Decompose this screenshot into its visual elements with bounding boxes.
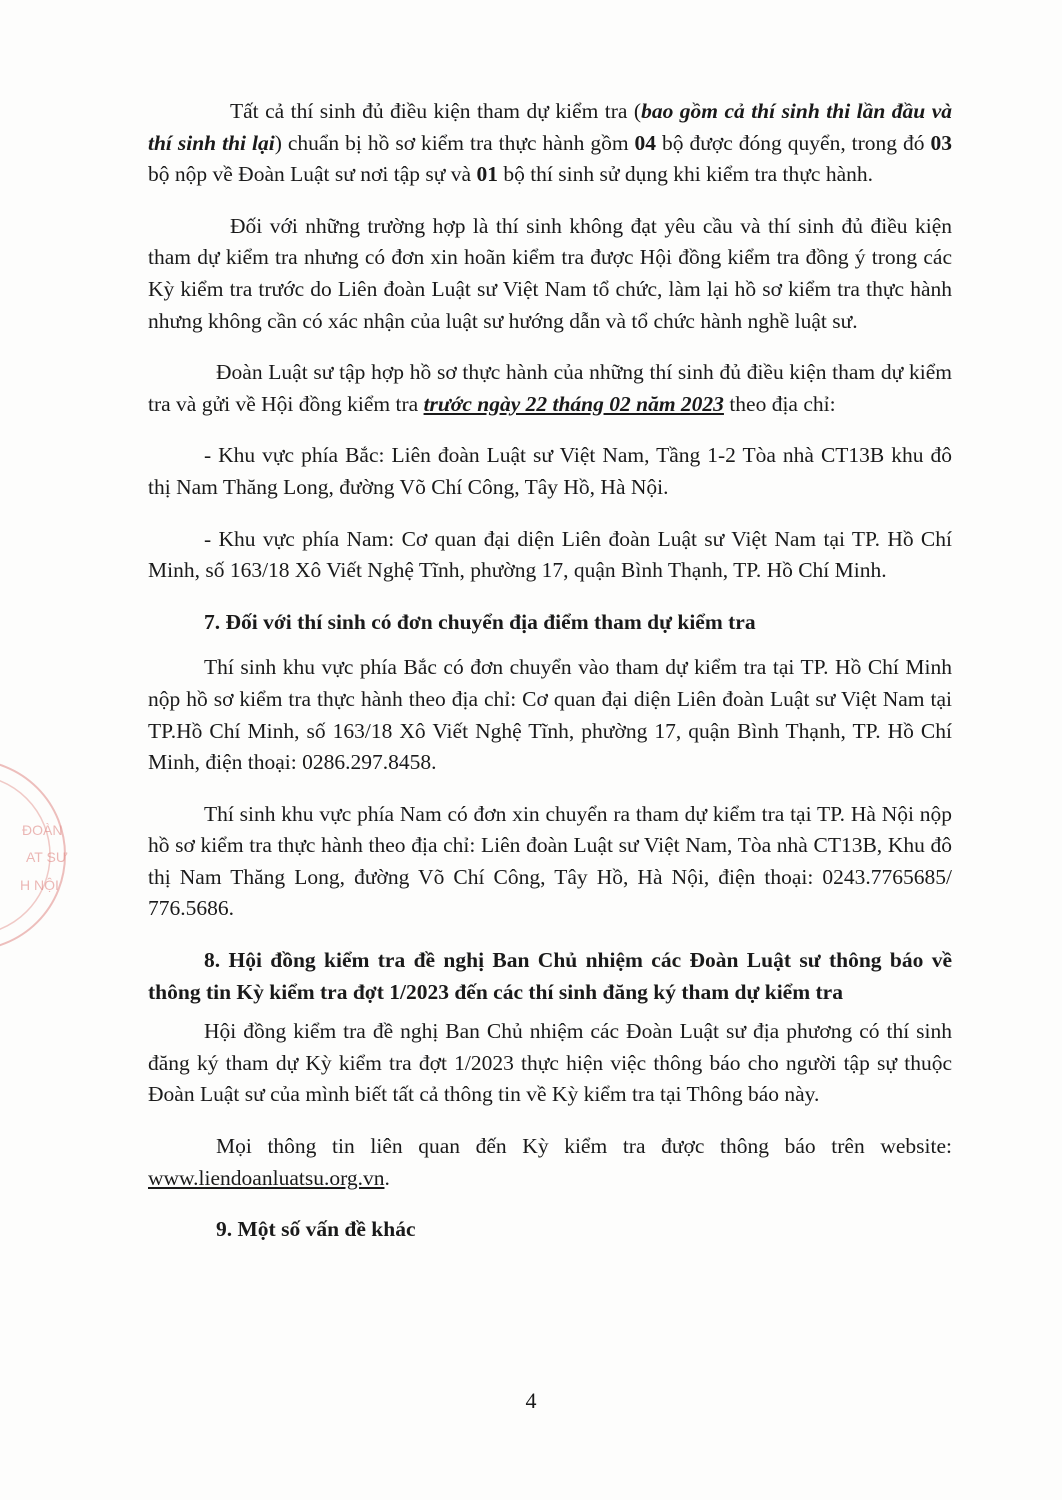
address-north: - Khu vực phía Bắc: Liên đoàn Luật sư Việt Nam, Tầng 1-2 Tòa nhà CT13B khu đô thị Nam Thăng Long, đường Võ Chí Công, Tây Hồ, Hà Nội. <box>148 443 952 499</box>
p1-count-03: 03 <box>930 130 953 155</box>
svg-text:ĐOÀN: ĐOÀN <box>22 822 63 838</box>
p1-text-7: bộ nộp về Đoàn Luật sư nơi tập sự và <box>148 162 477 187</box>
paragraph-south-transfer: Thí sinh khu vực phía Nam có đơn xin chuyển ra tham dự kiểm tra tại TP. Hà Nội nộp hồ sơ kiểm tra thực hành theo địa chỉ: Liên đoàn Luật sư Việt Nam, Tòa nhà CT13B, Khu đô thị Nam Thăng Long, đường Võ Chí Công, Tây Hồ, Hà Nội, điện thoại: 0243.7765685/ 776.5686. <box>148 801 952 921</box>
p9-text-1: Mọi thông tin liên quan đến Kỳ kiểm tra được thông báo trên website: <box>216 1134 952 1159</box>
paragraph-north-transfer: Thí sinh khu vực phía Bắc có đơn chuyển vào tham dự kiểm tra tại TP. Hồ Chí Minh nộp hồ sơ kiểm tra thực hành theo địa chỉ: Cơ quan đại diện Liên đoàn Luật sư Việt Nam tại TP.Hồ Chí Minh, số 163/18 Xô Viết Nghệ Tĩnh, phường 17, quận Bình Thạnh, TP. Hồ Chí Minh, điện thoại: 0286.297.8458. <box>148 655 952 775</box>
address-south: - Khu vực phía Nam: Cơ quan đại diện Liên đoàn Luật sư Việt Nam tại TP. Hồ Chí Minh, số 163/18 Xô Viết Nghệ Tĩnh, phường 17, quận Bình Thạnh, TP. Hồ Chí Minh. <box>148 526 952 583</box>
stamp-graphic <box>0 760 80 950</box>
p1-text-3: ) chuẩn bị hồ sơ kiểm tra thực hành gồm <box>274 130 635 155</box>
p1-count-01: 01 <box>476 162 498 187</box>
red-stamp-partial <box>0 760 80 950</box>
paragraph-submission-deadline <box>148 357 952 420</box>
paragraph-website <box>148 1131 952 1194</box>
svg-text:H NỘI: H NỘI <box>20 877 59 893</box>
svg-text:AT SƯ: AT SƯ <box>26 849 68 865</box>
p3-text-3: theo địa chỉ: <box>723 391 836 416</box>
deadline-date: trước ngày 22 tháng 02 năm 2023 <box>423 391 724 416</box>
section-7-heading: 7. Đối với thí sinh có đơn chuyển địa điểm tham dự kiểm tra <box>204 609 756 634</box>
p3-text-1: Đoàn Luật sư tập hợp hồ sơ thực hành của những thí sinh đủ điều kiện tham dự kiểm tra và gửi về Hội đồng kiểm tra <box>148 360 952 416</box>
p1-text-9: bộ thí sinh sử dụng khi kiểm tra thực hành. <box>497 162 873 187</box>
website-link[interactable]: www.liendoanluatsu.org.vn <box>148 1165 385 1190</box>
section-8-heading: 8. Hội đồng kiểm tra đề nghị Ban Chủ nhiệm các Đoàn Luật sư thông báo về thông tin Kỳ kiểm tra đợt 1/2023 đến các thí sinh đăng ký tham dự kiểm tra <box>148 948 952 1004</box>
p1-text-5: bộ được đóng quyển, trong đó <box>656 130 931 155</box>
p1-text-1: Tất cả thí sinh đủ điều kiện tham dự kiểm tra ( <box>230 99 642 123</box>
document-body <box>148 96 952 1260</box>
paragraph-exam-dossier <box>148 96 952 191</box>
page-number: 4 <box>525 1388 537 1413</box>
paragraph-retake-candidates: Đối với những trường hợp là thí sinh không đạt yêu cầu và thí sinh đủ điều kiện tham dự kiểm tra nhưng có đơn xin hoãn kiểm tra được Hội đồng kiểm tra đồng ý trong các Kỳ kiểm tra trước do Liên đoàn Luật sư Việt Nam tổ chức, làm lại hồ sơ kiểm tra thực hành nhưng không cần có xác nhận của luật sư hướng dẫn và tổ chức hành nghề luật sư. <box>148 213 952 333</box>
p9-text-3: . <box>384 1165 390 1190</box>
section-9-heading: 9. Một số vấn đề khác <box>216 1217 416 1242</box>
p1-emphasis: bao gồm cả thí sinh thi lần đầu và thí sinh thi lại <box>148 99 952 155</box>
paragraph-notify-candidates: Hội đồng kiểm tra đề nghị Ban Chủ nhiệm các Đoàn Luật sư địa phương có thí sinh đăng ký tham dự Kỳ kiểm tra đợt 1/2023 thực hiện việc thông báo cho người tập sự thuộc Đoàn Luật sư của mình biết tất cả thông tin về Kỳ kiểm tra tại Thông báo này. <box>148 1019 952 1107</box>
p1-count-04: 04 <box>634 130 657 155</box>
